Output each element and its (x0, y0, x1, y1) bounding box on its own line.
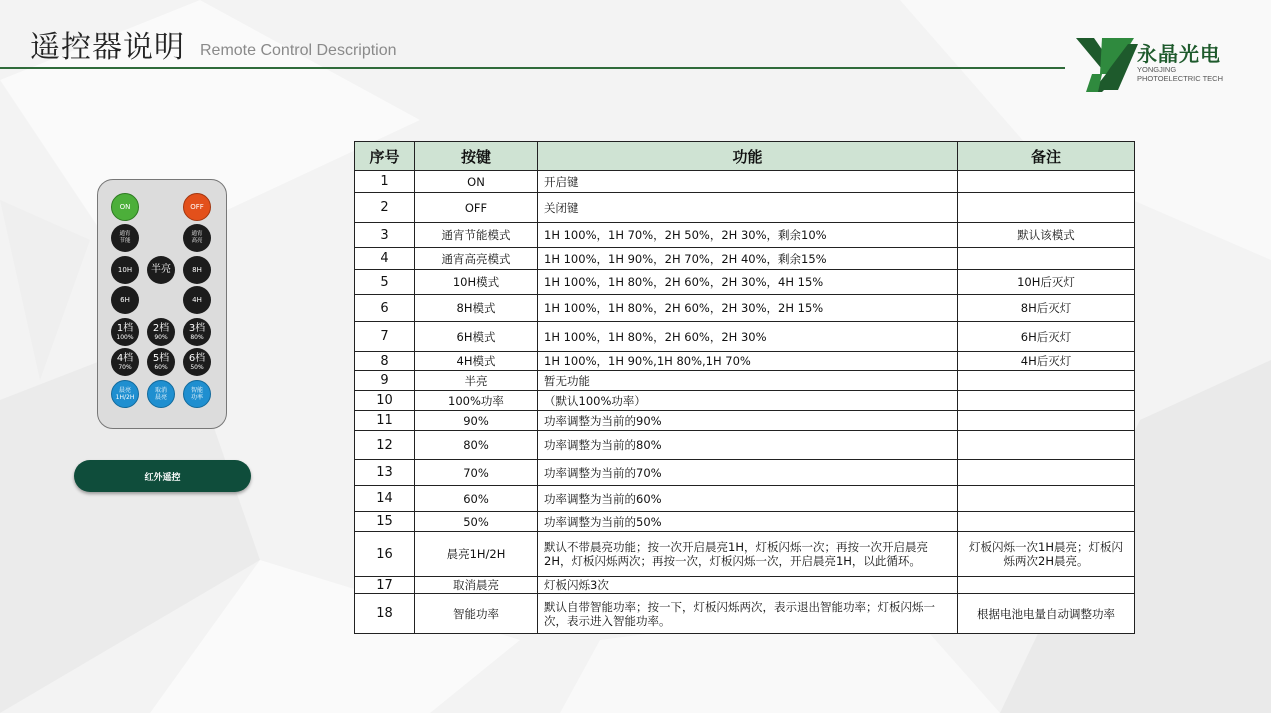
cell-no: 14 (355, 486, 415, 512)
cell-no: 10 (355, 391, 415, 411)
remote-cancel-dawn-button: 取消 晨亮 (147, 380, 175, 408)
cell-note: 默认该模式 (958, 223, 1135, 248)
remote-gear6-button (183, 348, 211, 376)
remote-gear4-label: 4档 (116, 352, 134, 364)
table-row (355, 411, 1135, 431)
remote-gear1-sub: 100% (116, 333, 134, 341)
cell-note (958, 193, 1135, 223)
cell-no: 15 (355, 512, 415, 532)
table-row (355, 371, 1135, 391)
cell-no: 17 (355, 577, 415, 594)
table-row (355, 512, 1135, 532)
table-row (355, 532, 1135, 577)
remote-gear3-button (183, 318, 211, 346)
remote-caption: 红外遥控 (74, 460, 251, 492)
cell-no: 9 (355, 371, 415, 391)
table-row (355, 223, 1135, 248)
cell-function: 1H 100%，1H 90%,1H 80%,1H 70% (538, 352, 958, 371)
cell-key: 60% (415, 486, 538, 512)
table-row (355, 460, 1135, 486)
remote-gear3-sub: 80% (190, 333, 204, 341)
cell-key: 90% (415, 411, 538, 431)
remote-gear2-sub: 90% (154, 333, 168, 341)
cell-no: 4 (355, 248, 415, 270)
cell-function: 暂无功能 (538, 371, 958, 391)
company-subtitle (1137, 65, 1223, 83)
col-header-note: 备注 (958, 142, 1135, 171)
table-row (355, 577, 1135, 594)
cell-no: 18 (355, 594, 415, 634)
cell-key: 4H模式 (415, 352, 538, 371)
remote-6h-button: 6H (111, 286, 139, 314)
table-row (355, 295, 1135, 322)
remote-control (97, 179, 227, 429)
col-header-no: 序号 (355, 142, 415, 171)
company-name: 永晶光电 (1137, 42, 1221, 66)
table-row (355, 193, 1135, 223)
cell-note: 4H后灭灯 (958, 352, 1135, 371)
company-subtitle-line2: PHOTOELECTRIC TECH (1137, 74, 1223, 83)
table-header-row (355, 142, 1135, 171)
remote-tunnel-save-button: 通宵 节能 (111, 224, 139, 252)
cell-key: 50% (415, 512, 538, 532)
cell-note: 6H后灭灯 (958, 322, 1135, 352)
cell-note: 灯板闪烁一次1H晨亮；灯板闪烁两次2H晨亮。 (958, 532, 1135, 577)
cell-no: 5 (355, 270, 415, 295)
table-row (355, 352, 1135, 371)
cell-function: （默认100%功率） (538, 391, 958, 411)
cell-key: 半亮 (415, 371, 538, 391)
cell-function: 1H 100%，1H 70%，2H 50%，2H 30%，剩余10% (538, 223, 958, 248)
remote-gear1-label: 1档 (116, 322, 134, 334)
cell-key: ON (415, 171, 538, 193)
cell-key: 8H模式 (415, 295, 538, 322)
cell-key: 100%功率 (415, 391, 538, 411)
page-subtitle: Remote Control Description (200, 42, 397, 59)
cell-no: 12 (355, 431, 415, 460)
cell-no: 8 (355, 352, 415, 371)
cell-function: 1H 100%，1H 80%，2H 60%，2H 30%，4H 15% (538, 270, 958, 295)
table-row (355, 431, 1135, 460)
cell-no: 16 (355, 532, 415, 577)
cell-function: 默认不带晨亮功能；按一次开启晨亮1H，灯板闪烁一次；再按一次开启晨亮2H，灯板闪烁两次；再按一次，灯板闪烁一次，开启晨亮1H，以此循环。 (538, 532, 958, 577)
table-row (355, 171, 1135, 193)
cell-note (958, 460, 1135, 486)
cell-key: 80% (415, 431, 538, 460)
remote-gear5-label: 5档 (152, 352, 170, 364)
company-subtitle-line1: YONGJING (1137, 65, 1177, 74)
cell-function: 关闭键 (538, 193, 958, 223)
cell-note (958, 431, 1135, 460)
cell-no: 2 (355, 193, 415, 223)
remote-gear4-sub: 70% (118, 363, 132, 371)
cell-note (958, 512, 1135, 532)
cell-note (958, 171, 1135, 193)
cell-note: 10H后灭灯 (958, 270, 1135, 295)
cell-key: 10H模式 (415, 270, 538, 295)
remote-4h-button: 4H (183, 286, 211, 314)
remote-gear5-sub: 60% (154, 363, 168, 371)
cell-note: 8H后灭灯 (958, 295, 1135, 322)
cell-no: 3 (355, 223, 415, 248)
cell-key: 取消晨亮 (415, 577, 538, 594)
remote-function-table (354, 141, 1135, 634)
cell-key: OFF (415, 193, 538, 223)
remote-gear3-label: 3档 (188, 322, 206, 334)
remote-on-button: ON (111, 193, 139, 221)
table-row (355, 486, 1135, 512)
cell-function: 功率调整为当前的70% (538, 460, 958, 486)
cell-function: 功率调整为当前的90% (538, 411, 958, 431)
table-body (355, 171, 1135, 634)
remote-tunnel-bright-button: 通宵 高亮 (183, 224, 211, 252)
cell-function: 功率调整为当前的50% (538, 512, 958, 532)
table-row (355, 270, 1135, 295)
cell-no: 13 (355, 460, 415, 486)
cell-key: 通宵节能模式 (415, 223, 538, 248)
cell-no: 1 (355, 171, 415, 193)
remote-off-button: OFF (183, 193, 211, 221)
cell-no: 7 (355, 322, 415, 352)
cell-no: 11 (355, 411, 415, 431)
cell-function: 开启键 (538, 171, 958, 193)
cell-key: 70% (415, 460, 538, 486)
remote-8h-button: 8H (183, 256, 211, 284)
cell-function: 功率调整为当前的60% (538, 486, 958, 512)
cell-key: 6H模式 (415, 322, 538, 352)
remote-gear1-button (111, 318, 139, 346)
table-row (355, 594, 1135, 634)
cell-function: 1H 100%，1H 90%，2H 70%，2H 40%，剩余15% (538, 248, 958, 270)
remote-half-button: 半亮 (147, 256, 175, 284)
cell-note (958, 391, 1135, 411)
cell-key: 晨亮1H/2H (415, 532, 538, 577)
remote-gear6-sub: 50% (190, 363, 204, 371)
remote-gear5-button (147, 348, 175, 376)
remote-gear4-button (111, 348, 139, 376)
cell-no: 6 (355, 295, 415, 322)
remote-10h-button: 10H (111, 256, 139, 284)
cell-note: 根据电池电量自动调整功率 (958, 594, 1135, 634)
remote-gear6-label: 6档 (188, 352, 206, 364)
remote-smart-power-button: 智能 功率 (183, 380, 211, 408)
cell-function: 灯板闪烁3次 (538, 577, 958, 594)
table-row (355, 391, 1135, 411)
cell-note (958, 248, 1135, 270)
table-row (355, 322, 1135, 352)
table-row (355, 248, 1135, 270)
cell-function: 默认自带智能功率；按一下，灯板闪烁两次，表示退出智能功率；灯板闪烁一次，表示进入智能功率。 (538, 594, 958, 634)
cell-function: 1H 100%，1H 80%，2H 60%，2H 30%，2H 15% (538, 295, 958, 322)
remote-dawn-button: 晨亮 1H/2H (111, 380, 139, 408)
cell-key: 智能功率 (415, 594, 538, 634)
remote-gear2-label: 2档 (152, 322, 170, 334)
cell-function: 1H 100%，1H 80%，2H 60%，2H 30% (538, 322, 958, 352)
cell-key: 通宵高亮模式 (415, 248, 538, 270)
col-header-key: 按键 (415, 142, 538, 171)
cell-note (958, 371, 1135, 391)
cell-note (958, 486, 1135, 512)
remote-gear2-button (147, 318, 175, 346)
page-title: 遥控器说明 (30, 30, 185, 65)
col-header-function: 功能 (538, 142, 958, 171)
cell-note (958, 411, 1135, 431)
cell-function: 功率调整为当前的80% (538, 431, 958, 460)
cell-note (958, 577, 1135, 594)
title-divider (0, 67, 1065, 69)
